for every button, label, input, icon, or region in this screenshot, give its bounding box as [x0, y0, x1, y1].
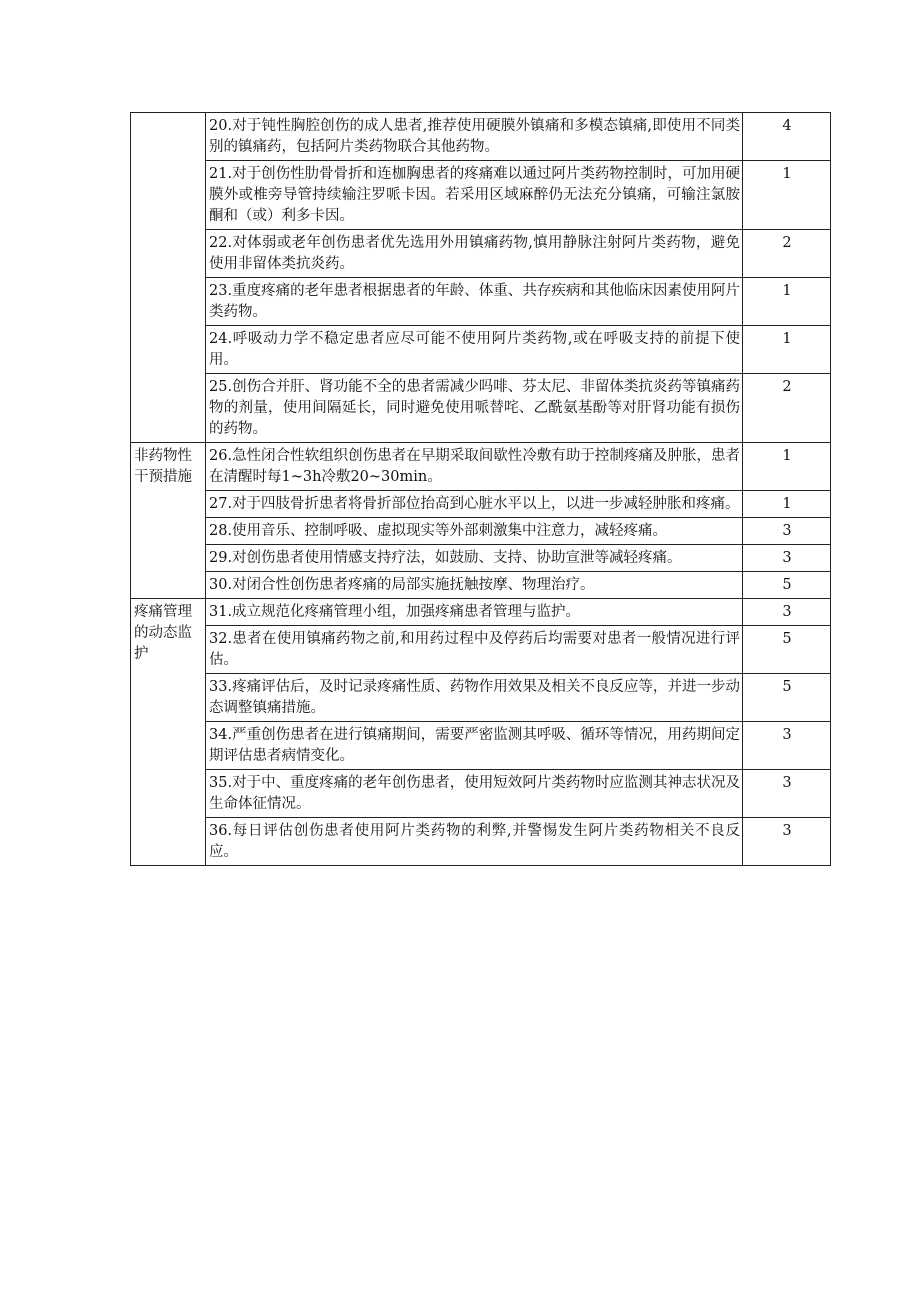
table-row [131, 326, 831, 374]
table-row [131, 230, 831, 278]
item-text: 28.使用音乐、控制呼吸、虚拟现实等外部刺激集中注意力，减轻疼痛。 [206, 518, 743, 545]
recommendation-table [130, 112, 831, 866]
item-score: 2 [743, 374, 831, 443]
item-score: 1 [743, 161, 831, 230]
table-row [131, 599, 831, 626]
table-row [131, 770, 831, 818]
table-row [131, 113, 831, 161]
table-row [131, 278, 831, 326]
item-score: 4 [743, 113, 831, 161]
item-score: 3 [743, 599, 831, 626]
item-text: 27.对于四肢骨折患者将骨折部位抬高到心脏水平以上，以进一步减轻肿胀和疼痛。 [206, 491, 743, 518]
item-score: 3 [743, 518, 831, 545]
item-score: 1 [743, 491, 831, 518]
item-score: 5 [743, 674, 831, 722]
table-row [131, 443, 831, 491]
item-score: 5 [743, 626, 831, 674]
item-text: 21.对于创伤性肋骨骨折和连枷胸患者的疼痛难以通过阿片类药物控制时，可加用硬膜外或椎旁导管持续输注罗哌卡因。若采用区域麻醉仍无法充分镇痛，可输注氯胺酮和（或）利多卡因。 [206, 161, 743, 230]
category-cell: 非药物性干预措施 [131, 443, 206, 599]
item-score: 2 [743, 230, 831, 278]
item-text: 35.对于中、重度疼痛的老年创伤患者，使用短效阿片类药物时应监测其神志状况及生命体征情况。 [206, 770, 743, 818]
table-row [131, 518, 831, 545]
item-text: 26.急性闭合性软组织创伤患者在早期采取间歇性冷敷有助于控制疼痛及肿胀，患者在清醒时每1~3h冷敷20~30min。 [206, 443, 743, 491]
category-cell [131, 113, 206, 443]
item-score: 1 [743, 326, 831, 374]
item-score: 3 [743, 722, 831, 770]
item-score: 1 [743, 443, 831, 491]
table-row [131, 545, 831, 572]
item-text: 29.对创伤患者使用情感支持疗法，如鼓励、支持、协助宣泄等减轻疼痛。 [206, 545, 743, 572]
item-score: 5 [743, 572, 831, 599]
item-text: 32.患者在使用镇痛药物之前,和用药过程中及停药后均需要对患者一般情况进行评估。 [206, 626, 743, 674]
item-text: 34.严重创伤患者在进行镇痛期间，需要严密监测其呼吸、循环等情况，用药期间定期评估患者病情变化。 [206, 722, 743, 770]
table-row [131, 818, 831, 866]
item-text: 31.成立规范化疼痛管理小组，加强疼痛患者管理与监护。 [206, 599, 743, 626]
item-text: 25.创伤合并肝、肾功能不全的患者需减少吗啡、芬太尼、非留体类抗炎药等镇痛药物的剂量，使用间隔延长，同时避免使用哌替咤、乙酰氨基酚等对肝肾功能有损伤的药物。 [206, 374, 743, 443]
table-row [131, 572, 831, 599]
item-score: 1 [743, 278, 831, 326]
item-text: 24.呼吸动力学不稳定患者应尽可能不使用阿片类药物,或在呼吸支持的前提下使用。 [206, 326, 743, 374]
table-row [131, 374, 831, 443]
category-cell: 疼痛管理的动态监护 [131, 599, 206, 866]
item-score: 3 [743, 818, 831, 866]
item-text: 33.疼痛评估后，及时记录疼痛性质、药物作用效果及相关不良反应等，并进一步动态调整镇痛措施。 [206, 674, 743, 722]
table-row [131, 161, 831, 230]
item-score: 3 [743, 545, 831, 572]
table-row [131, 674, 831, 722]
item-text: 30.对闭合性创伤患者疼痛的局部实施抚触按摩、物理治疗。 [206, 572, 743, 599]
table-row [131, 722, 831, 770]
item-text: 22.对体弱或老年创伤患者优先选用外用镇痛药物,慎用静脉注射阿片类药物，避免使用非留体类抗炎药。 [206, 230, 743, 278]
item-text: 23.重度疼痛的老年患者根据患者的年龄、体重、共存疾病和其他临床因素使用阿片类药物。 [206, 278, 743, 326]
item-text: 20.对于钝性胸腔创伤的成人患者,推荐使用硬膜外镇痛和多模态镇痛,即使用不同类别的镇痛药，包括阿片类药物联合其他药物。 [206, 113, 743, 161]
item-score: 3 [743, 770, 831, 818]
table-row [131, 626, 831, 674]
table-row [131, 491, 831, 518]
item-text: 36.每日评估创伤患者使用阿片类药物的利弊,并警惕发生阿片类药物相关不良反应。 [206, 818, 743, 866]
